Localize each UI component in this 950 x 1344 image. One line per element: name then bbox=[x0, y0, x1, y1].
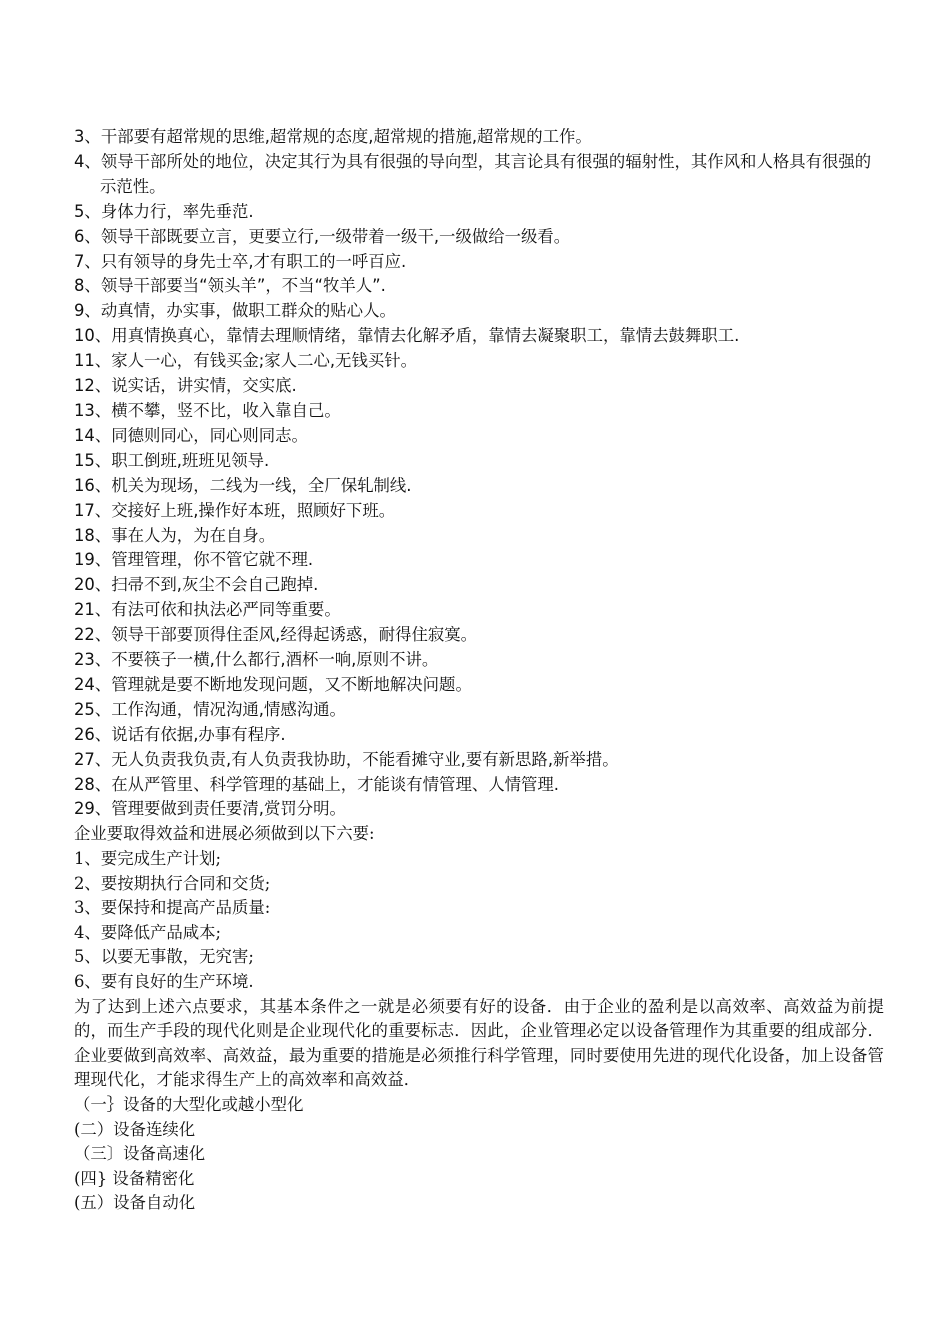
list-item: 4、要降低产品咸本; bbox=[74, 922, 222, 942]
list-item: 4、领导干部所处的地位，决定其行为具有很强的导向型，其言论具有很强的辐射性，其作风和人格具有很强的示范性。 bbox=[74, 151, 872, 196]
list-item: 1、要完成生产计划; bbox=[74, 848, 222, 868]
list-item: 3、要保持和提高产品质量: bbox=[74, 898, 271, 918]
list-item: 14、同德则同心，同心则同志。 bbox=[74, 425, 308, 445]
list-item: 5、身体力行，率先垂范. bbox=[74, 201, 254, 221]
list-item: 27、无人负责我负责,有人负责我协助，不能看摊守业,要有新思路,新举措。 bbox=[74, 749, 619, 769]
body-paragraph: 为了达到上述六点要求，其基本条件之一就是必须要有好的设备．由于企业的盈利是以高效率、高效益为前提的，而生产手段的现代化则是企业现代化的重要标志．因此，企业管理必定以设备管理作为其重要的组成部分．企业要做到高效率、高效益，最为重要的措施是必须推行科学管理，同时要使用先进的现代化设备，加上设备管理现代化，才能求得生产上的高效率和高效益． bbox=[74, 996, 884, 1090]
management-principles-list bbox=[74, 125, 884, 822]
list-item: 25、工作沟通，情况沟通,情感沟通。 bbox=[74, 699, 346, 719]
list-item: 3、干部要有超常规的思维,超常规的态度,超常规的措施,超常规的工作。 bbox=[74, 127, 592, 146]
list-item: 21、有法可依和执法必严同等重要。 bbox=[74, 600, 341, 620]
list-item: 2、要按期执行合同和交货; bbox=[74, 873, 271, 893]
list-item: 12、说实话，讲实情，交实底. bbox=[74, 376, 297, 396]
requirements-intro: 企业要取得效益和进展必须做到以下六要: bbox=[74, 824, 375, 844]
list-item: 7、只有领导的身先士卒,才有职工的一呼百应. bbox=[74, 251, 407, 271]
list-item: (二）设备连续化 bbox=[74, 1119, 196, 1139]
list-item: 6、要有良好的生产环境. bbox=[74, 971, 254, 991]
list-item: 24、管理就是要不断地发现问题，又不断地解决问题。 bbox=[74, 674, 472, 694]
list-item: 11、家人一心，有钱买金;家人二心,无钱买针。 bbox=[74, 351, 418, 371]
equipment-trends-list bbox=[74, 1093, 884, 1216]
list-item: 28、在从严管里、科学管理的基础上，才能谈有情管理、人情管理. bbox=[74, 774, 560, 794]
list-item: 22、领导干部要顶得住歪风,经得起诱惑，耐得住寂寞。 bbox=[74, 625, 478, 645]
list-item: 19、管理管理，你不管它就不理. bbox=[74, 550, 314, 570]
list-item: 16、机关为现场，二线为一线，全厂保轧制线. bbox=[74, 475, 412, 495]
list-item: 29、管理要做到责任要清,赏罚分明。 bbox=[74, 799, 346, 819]
list-item: (五）设备自动化 bbox=[74, 1193, 196, 1213]
list-item: 6、领导干部既要立言，更要立行,一级带着一级干,一级做给一级看。 bbox=[74, 226, 571, 246]
list-item: （三〕设备高速化 bbox=[74, 1144, 206, 1164]
list-item: 5、以要无事散，无究害; bbox=[74, 947, 254, 967]
list-item: 18、事在人为，为在自身。 bbox=[74, 525, 276, 545]
requirements-section bbox=[74, 822, 884, 994]
list-item: 26、说话有依据,办事有程序. bbox=[74, 724, 286, 744]
list-item: 13、横不攀，竖不比，收入靠自己。 bbox=[74, 400, 341, 420]
document-page bbox=[74, 125, 884, 1216]
list-item: 9、动真情，办实事，做职工群众的贴心人。 bbox=[74, 301, 396, 321]
list-item: (四} 设备精密化 bbox=[74, 1168, 195, 1188]
list-item: 23、不要筷子一横,什么都行,酒杯一响,原则不讲。 bbox=[74, 650, 439, 670]
list-item: 10、用真情换真心，靠情去理顺情绪，靠情去化解矛盾，靠情去凝聚职工，靠情去鼓舞职工. bbox=[74, 326, 740, 346]
list-item: 15、职工倒班,班班见领导. bbox=[74, 450, 270, 470]
list-item: 20、扫帚不到,灰尘不会自己跑掉. bbox=[74, 575, 319, 595]
list-item: （一｝设备的大型化或越小型化 bbox=[74, 1094, 304, 1114]
list-item: 8、领导干部要当“领头羊”，不当“牧羊人”. bbox=[74, 276, 386, 296]
list-item: 17、交接好上班,操作好本班，照顾好下班。 bbox=[74, 500, 396, 520]
